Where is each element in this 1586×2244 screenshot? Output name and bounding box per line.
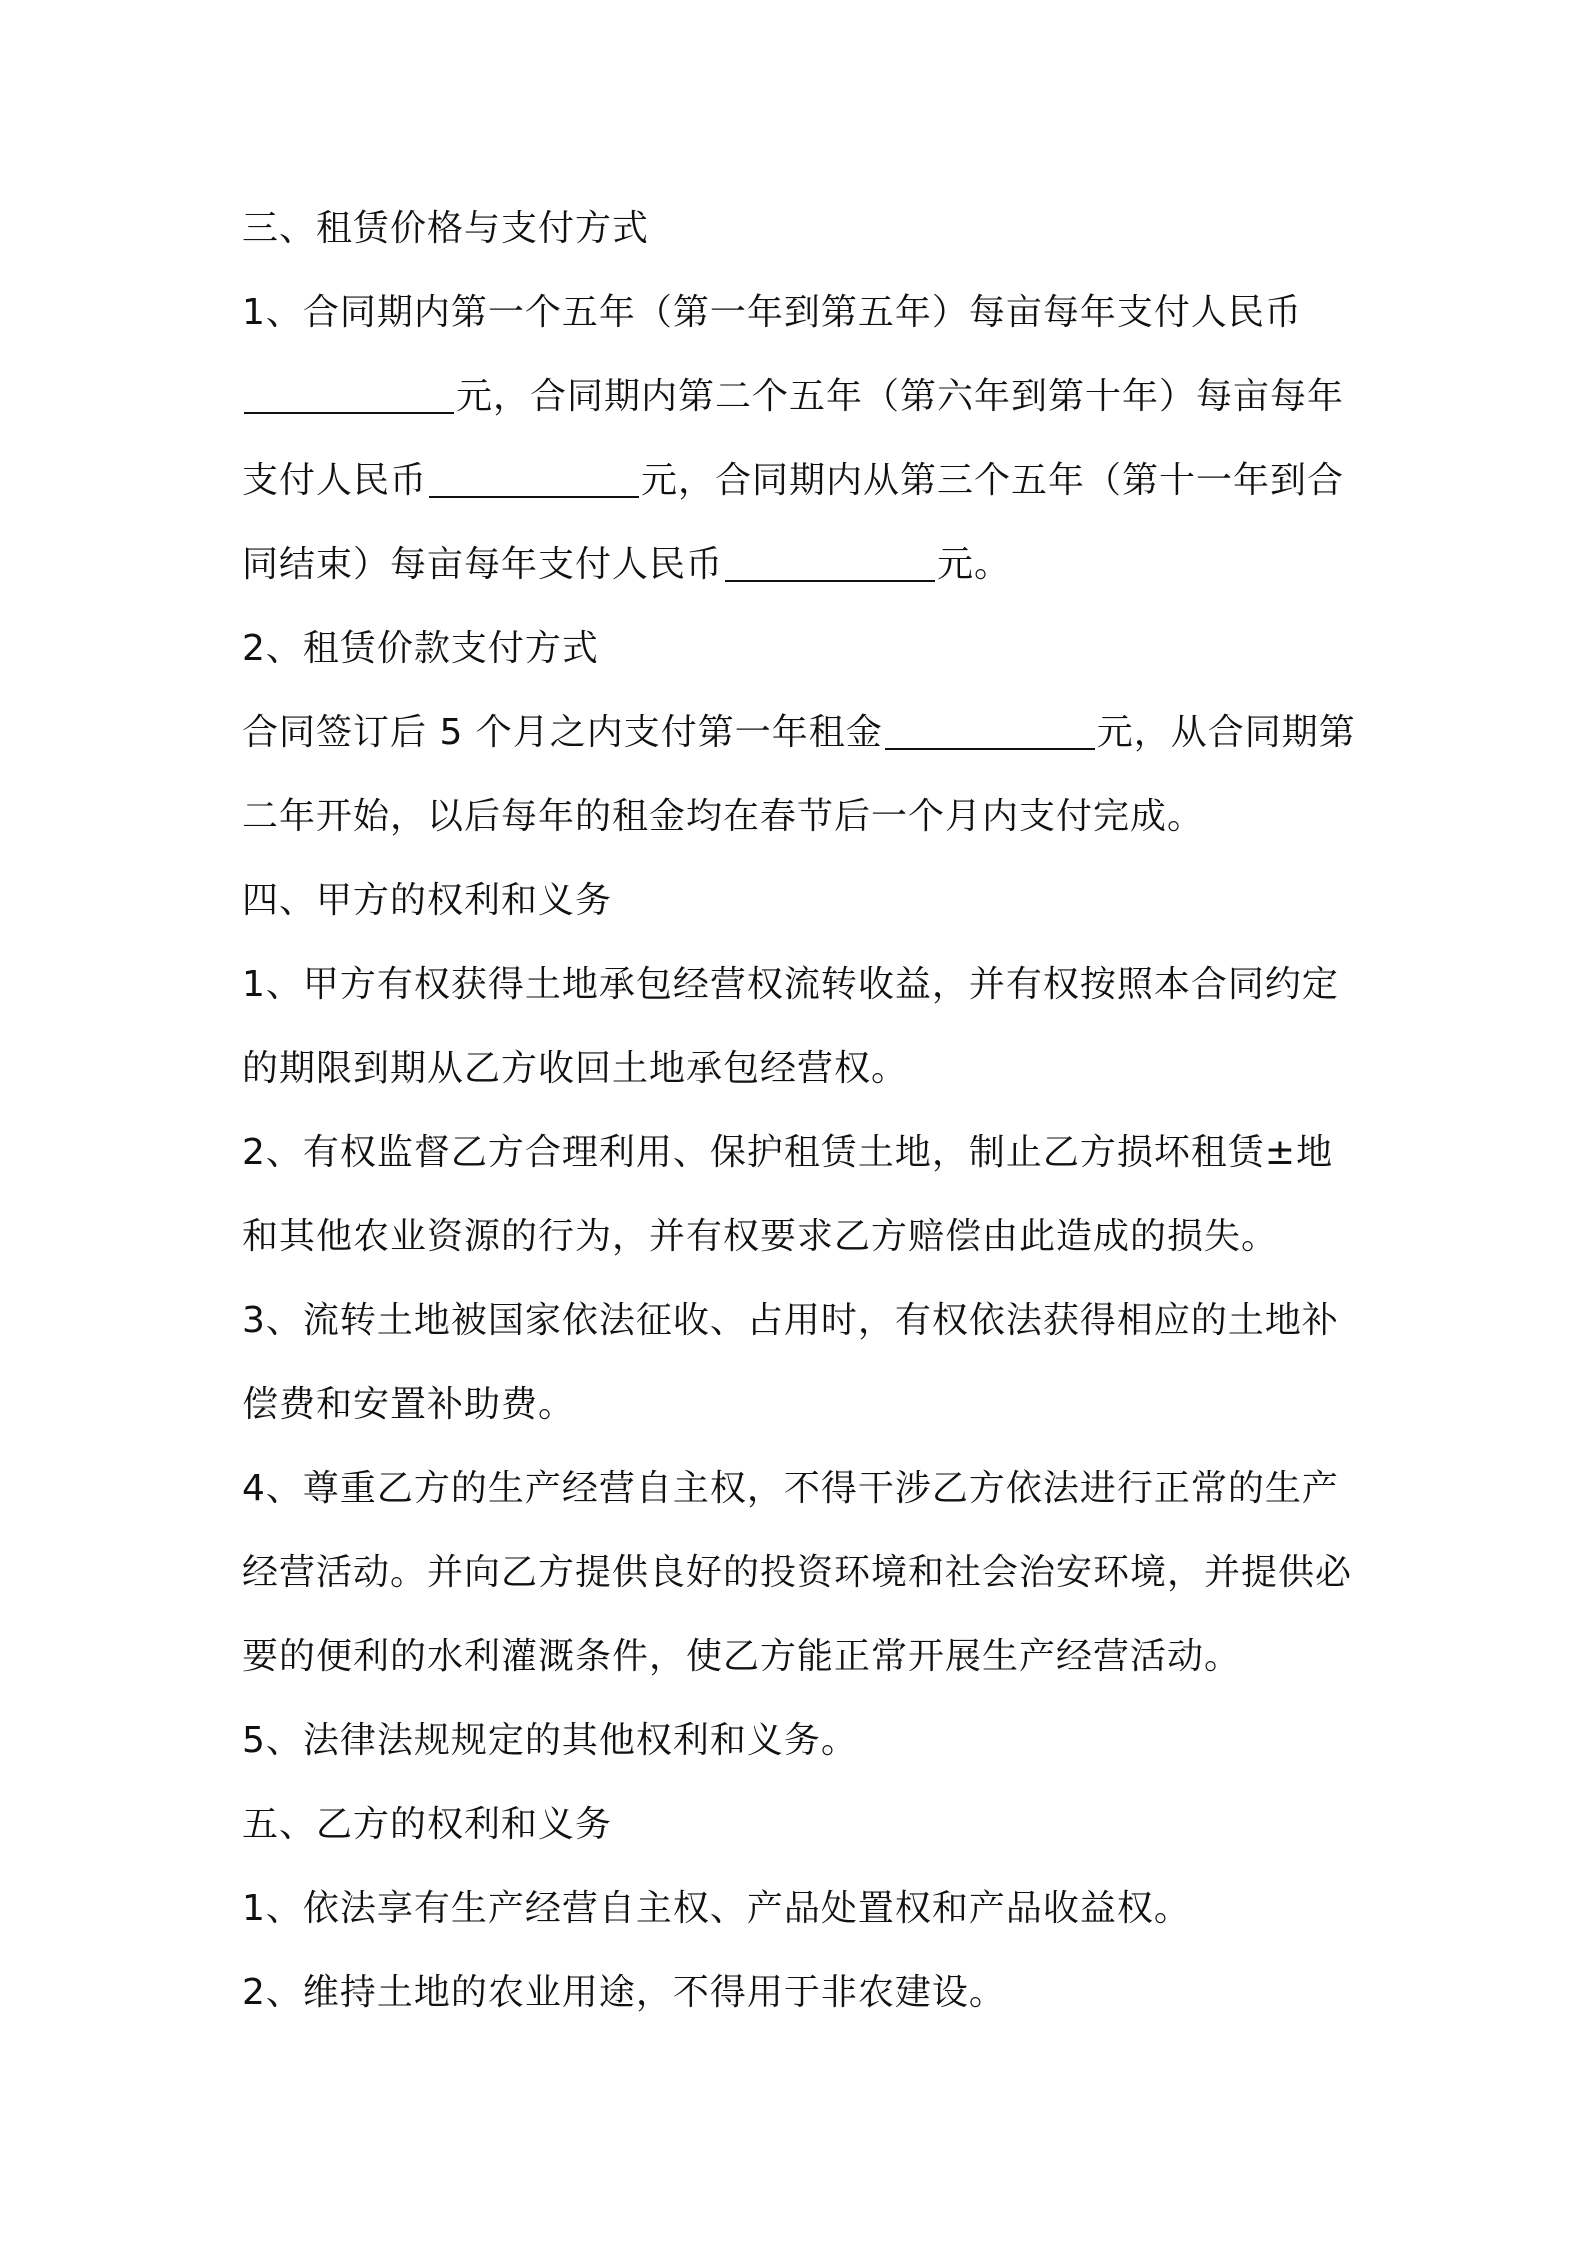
- paragraph-line: [242, 284, 1362, 368]
- subheading: [242, 620, 1362, 704]
- line-text: 经营活动。并向乙方提供良好的投资环境和社会治安环境，并提供必: [242, 1552, 1353, 1593]
- section-heading-5: [242, 1796, 1362, 1880]
- paragraph-line: [242, 1712, 1362, 1796]
- line-text: 元，合同期内从第三个五年（第十一年到合: [641, 460, 1345, 501]
- section-heading-4: [242, 872, 1362, 956]
- paragraph-line: [242, 452, 1362, 536]
- line-text: 2、租赁价款支付方式: [242, 628, 599, 669]
- line-text: 5、法律法规规定的其他权利和义务。: [242, 1720, 858, 1761]
- line-text: 要的便利的水利灌溉条件，使乙方能正常开展生产经营活动。: [242, 1636, 1242, 1677]
- line-text: 1、依法享有生产经营自主权、产品处置权和产品收益权。: [242, 1888, 1191, 1929]
- paragraph-line: [242, 788, 1362, 872]
- line-text: 和其他农业资源的行为，并有权要求乙方赔偿由此造成的损失。: [242, 1216, 1279, 1257]
- line-text: 2、有权监督乙方合理利用、保护租赁土地，制止乙方损坏租赁±地: [242, 1132, 1334, 1173]
- section-heading-3: [242, 200, 1362, 284]
- paragraph-line: [242, 1460, 1362, 1544]
- line-text: 元。: [937, 544, 1012, 585]
- paragraph-line: [242, 368, 1362, 452]
- paragraph-line: [242, 956, 1362, 1040]
- paragraph-line: [242, 1040, 1362, 1124]
- line-text: 偿费和安置补助费。: [242, 1384, 576, 1425]
- line-text: 元，合同期内第二个五年（第六年到第十年）每亩每年: [456, 376, 1345, 417]
- paragraph-line: [242, 1292, 1362, 1376]
- blank-field: [725, 540, 935, 582]
- paragraph-line: [242, 1628, 1362, 1712]
- paragraph-line: [242, 1376, 1362, 1460]
- line-text: 4、尊重乙方的生产经营自主权，不得干涉乙方依法进行正常的生产: [242, 1468, 1339, 1509]
- blank-field: [244, 372, 454, 414]
- paragraph-line: [242, 536, 1362, 620]
- line-text: 元，从合同期第: [1096, 712, 1356, 753]
- line-text: 四、甲方的权利和义务: [242, 880, 613, 921]
- paragraph-line: [242, 1880, 1362, 1964]
- line-text: 1、合同期内第一个五年（第一年到第五年）每亩每年支付人民币: [242, 292, 1302, 333]
- blank-field: [885, 708, 1095, 750]
- line-text: 的期限到期从乙方收回土地承包经营权。: [242, 1048, 909, 1089]
- paragraph-line: [242, 704, 1362, 788]
- line-text: 三、租赁价格与支付方式: [242, 208, 650, 249]
- line-text: 同结束）每亩每年支付人民币: [242, 544, 724, 585]
- line-text: 合同签订后 5 个月之内支付第一年租金: [242, 712, 883, 753]
- line-text: 2、维持土地的农业用途，不得用于非农建设。: [242, 1972, 1006, 2013]
- blank-field: [429, 456, 639, 498]
- line-text: 五、乙方的权利和义务: [242, 1804, 613, 1845]
- document-body: [242, 200, 1362, 2048]
- line-text: 二年开始，以后每年的租金均在春节后一个月内支付完成。: [242, 796, 1205, 837]
- paragraph-line: [242, 1124, 1362, 1208]
- line-text: 支付人民币: [242, 460, 428, 501]
- paragraph-line: [242, 1208, 1362, 1292]
- paragraph-line: [242, 1964, 1362, 2048]
- paragraph-line: [242, 1544, 1362, 1628]
- line-text: 3、流转土地被国家依法征收、占用时，有权依法获得相应的土地补: [242, 1300, 1339, 1341]
- line-text: 1、甲方有权获得土地承包经营权流转收益，并有权按照本合同约定: [242, 964, 1339, 1005]
